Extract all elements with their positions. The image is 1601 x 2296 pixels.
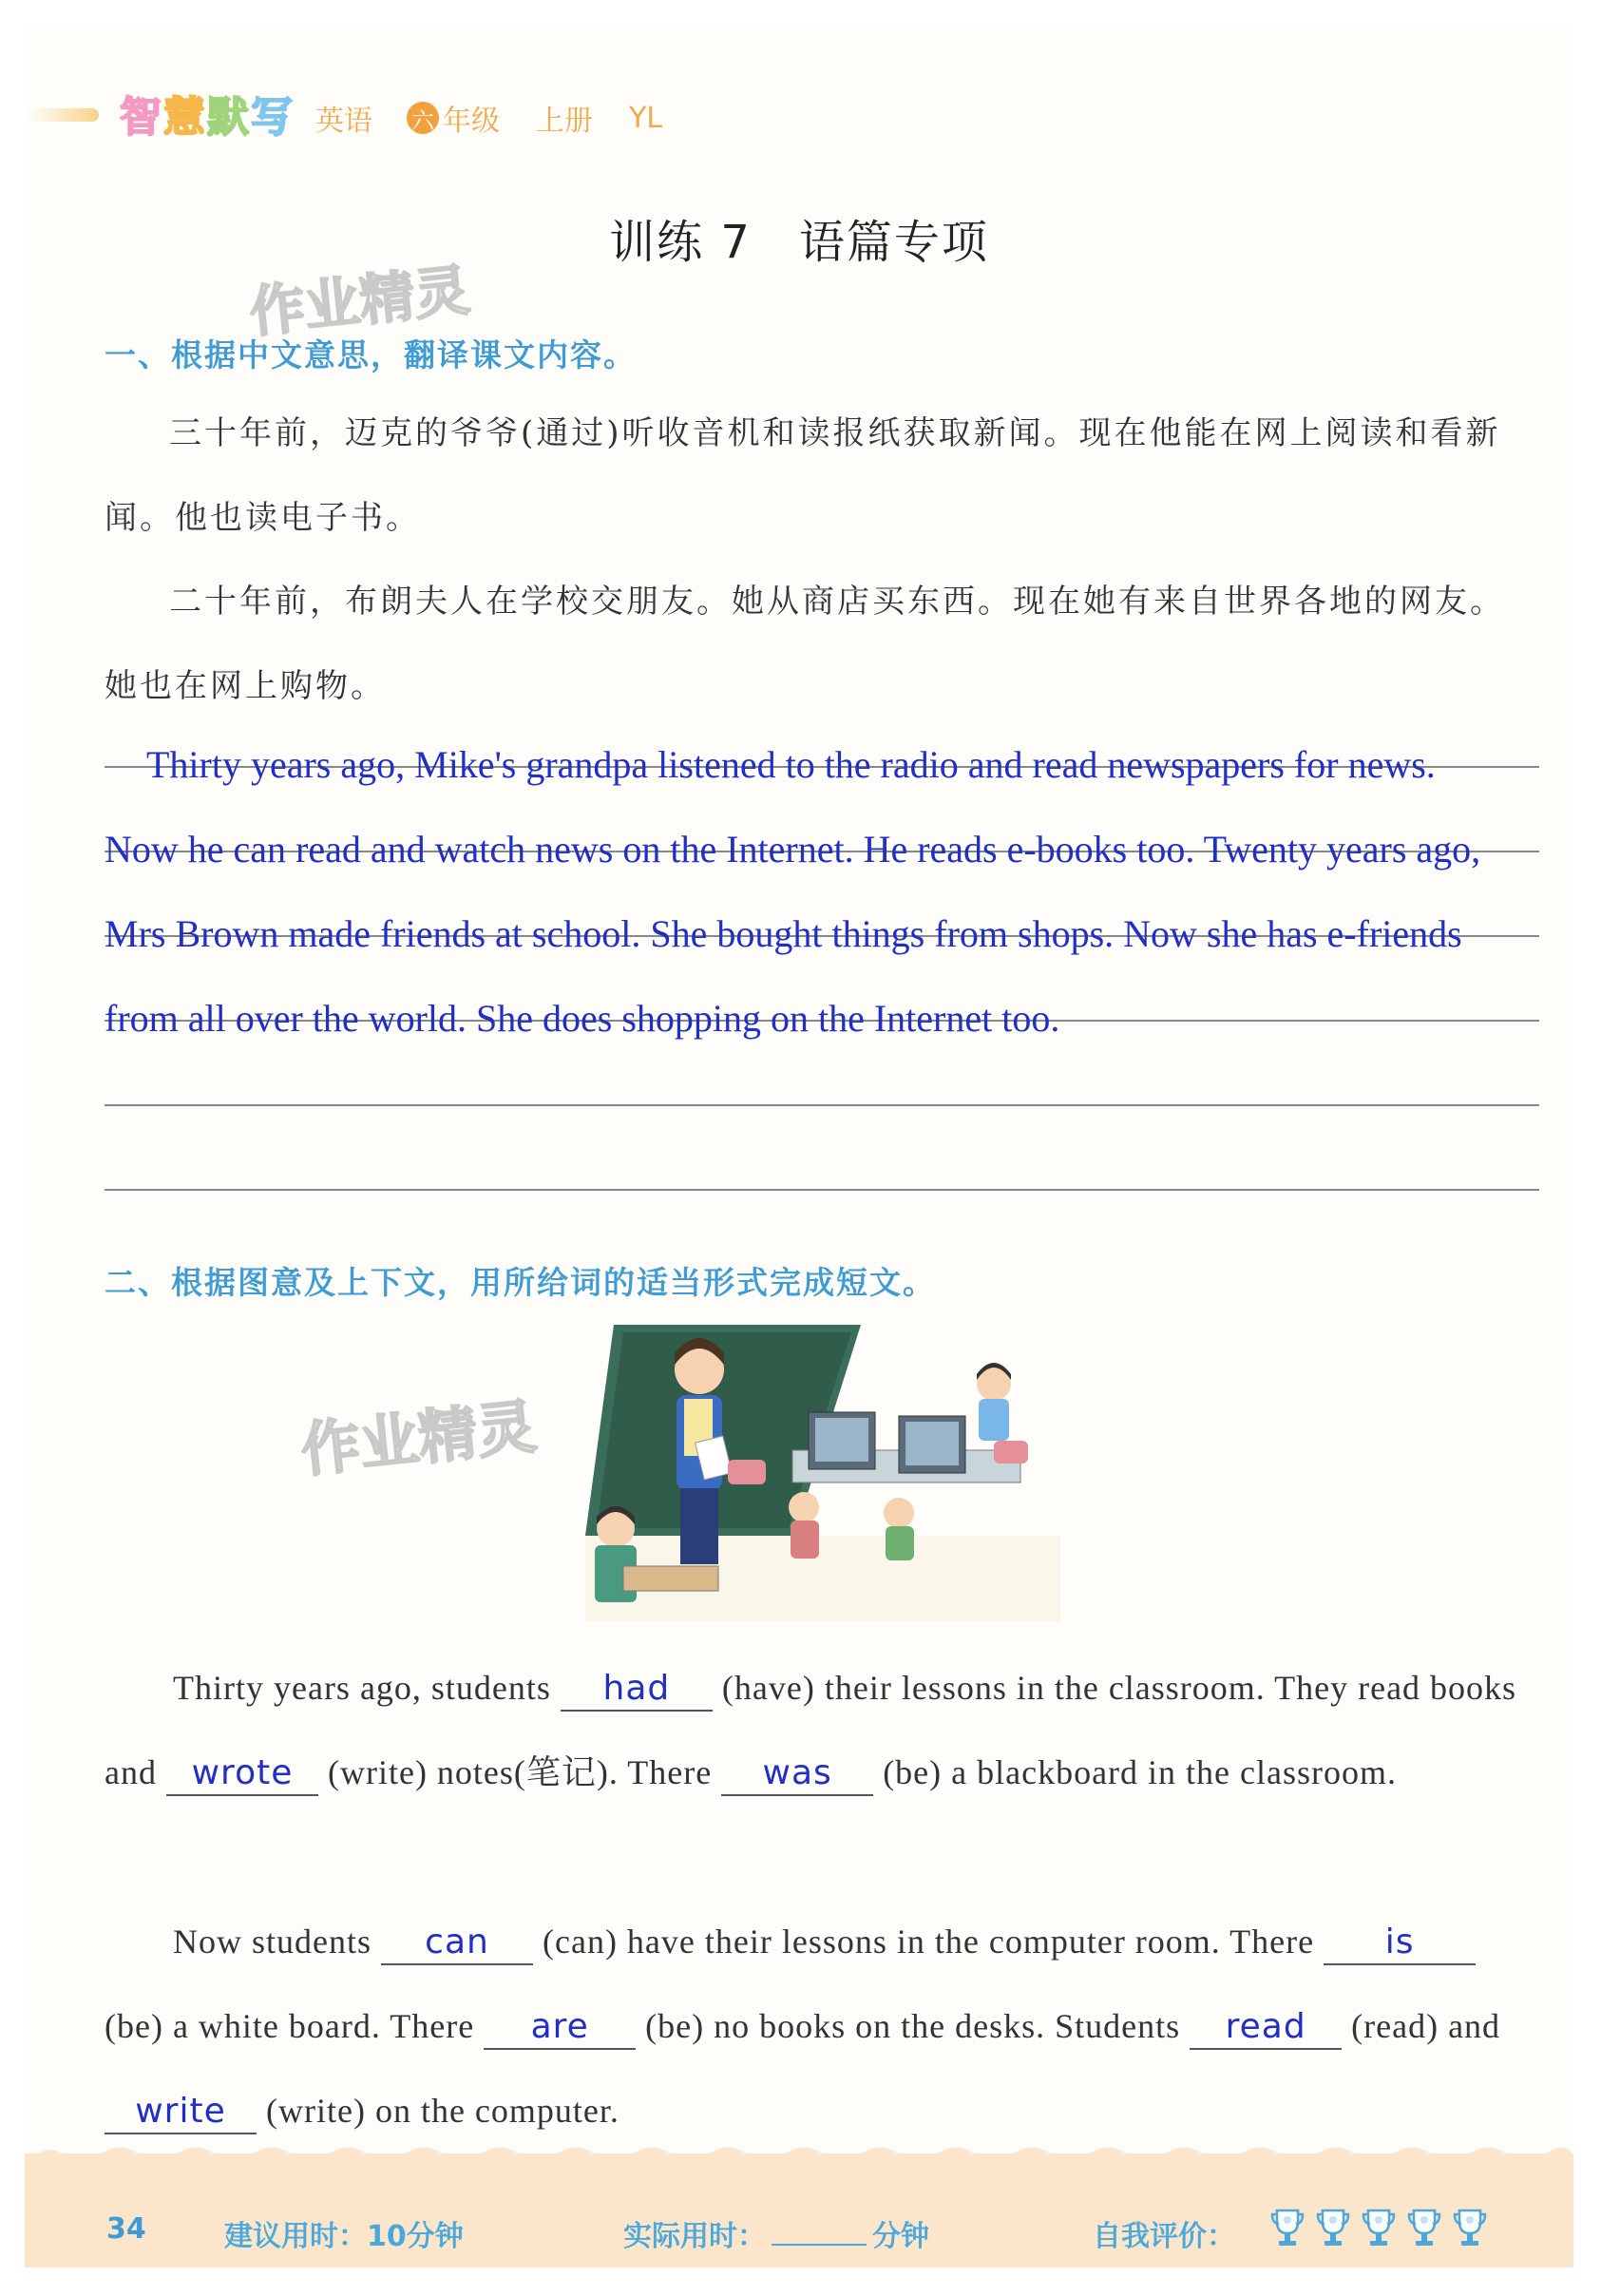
- trophy-icon[interactable]: [1452, 2207, 1488, 2248]
- cloze-paragraph-2: [105, 1900, 1539, 2153]
- cloze-blank[interactable]: [561, 1667, 713, 1712]
- trophy-icon[interactable]: [1315, 2207, 1351, 2248]
- brand-char: 写: [251, 93, 293, 142]
- cloze-text: (be) a white board. There: [105, 2007, 475, 2045]
- cloze-answer: can: [425, 1923, 489, 1961]
- subject-label: 英语: [315, 105, 372, 138]
- cloze-answer: had: [602, 1669, 671, 1708]
- watermark: 作业精灵: [297, 1391, 540, 1485]
- suggested-time: 建议用时：10分钟: [224, 2220, 464, 2253]
- ruled-line: [105, 1189, 1539, 1191]
- computer-room-illustration: [585, 1317, 1060, 1621]
- self-evaluation-label: 自我评价：: [1093, 2220, 1235, 2253]
- cloze-text: (read) and: [1351, 2007, 1501, 2045]
- cloze-blank[interactable]: [721, 1751, 873, 1796]
- answer-line: Now he can read and watch news on the Internet. He reads e-books too. Twenty years ago,: [105, 828, 1481, 871]
- section2-heading: 二、根据图意及上下文，用所给词的适当形式完成短文。: [105, 1264, 936, 1301]
- cloze-text: (be) a blackboard in the classroom.: [883, 1753, 1397, 1791]
- cloze-text: (can) have their lessons in the computer room. There: [543, 1923, 1315, 1961]
- page-number: 34: [106, 2212, 146, 2246]
- grade-badge: 六: [407, 102, 439, 134]
- cloze-blank[interactable]: [166, 1751, 318, 1796]
- cloze-answer: are: [530, 2007, 589, 2046]
- trophy-rating: [1269, 2207, 1488, 2248]
- cloze-answer: is: [1384, 1923, 1415, 1961]
- cloze-blank[interactable]: [1190, 2005, 1342, 2050]
- chinese-text: 三十年前，迈克的爷爷(通过)听收音机和读报纸获取新闻。现在他能在网上阅读和看新闻。他也读电子书。: [105, 414, 1501, 537]
- cloze-text: (be) no books on the desks. Students: [645, 2007, 1181, 2045]
- translation-answer: [105, 722, 1587, 1061]
- answer-line: Mrs Brown made friends at school. She bought things from shops. Now she has e-friends: [105, 912, 1462, 955]
- brand-char: 默: [207, 93, 249, 142]
- grade-label: 年级: [443, 105, 500, 138]
- answer-line: Thirty years ago, Mike's grandpa listened to the radio and read newspapers for news.: [146, 743, 1436, 786]
- trophy-icon[interactable]: [1406, 2207, 1442, 2248]
- brand-char: 智: [120, 93, 162, 142]
- cloze-text: Thirty years ago, students: [173, 1669, 551, 1707]
- cloze-blank[interactable]: [105, 2090, 257, 2134]
- actual-time-unit: 分钟: [872, 2220, 929, 2253]
- section1-heading: 一、根据中文意思，翻译课文内容。: [105, 336, 637, 373]
- cloze-answer: write: [135, 2092, 226, 2131]
- ruled-line: [105, 1104, 1539, 1106]
- term-label: 上册: [536, 105, 593, 138]
- watermark: 作业精灵: [246, 258, 473, 345]
- cloze-blank[interactable]: [484, 2005, 636, 2050]
- answer-line: from all over the world. She does shopping on the Internet too.: [105, 997, 1060, 1040]
- chinese-paragraph: [105, 392, 1539, 561]
- cloze-text: Now students: [173, 1923, 372, 1961]
- page-header: [120, 80, 662, 156]
- chinese-paragraph: [105, 560, 1539, 729]
- brand-logo: [120, 93, 295, 142]
- chinese-text: 二十年前，布朗夫人在学校交朋友。她从商店买东西。现在她有来自世界各地的网友。她也在网上购物。: [105, 583, 1505, 705]
- cloze-text: (write) notes(笔记). There: [327, 1753, 713, 1791]
- cloze-answer: was: [762, 1753, 832, 1792]
- actual-time: [623, 2212, 929, 2254]
- cloze-blank[interactable]: [1324, 1921, 1476, 1965]
- cloze-answer: read: [1225, 2007, 1306, 2046]
- cloze-paragraph-1: [105, 1646, 1539, 1815]
- actual-time-label: 实际用时：: [623, 2220, 766, 2253]
- header-stripe: [25, 108, 99, 122]
- cloze-text: (write) on the computer.: [266, 2092, 619, 2130]
- page-title: 训练 7 语篇专项: [609, 216, 989, 269]
- publisher-label: YL: [629, 101, 663, 135]
- brand-char: 慧: [163, 93, 205, 142]
- actual-time-blank[interactable]: [772, 2244, 867, 2246]
- trophy-icon[interactable]: [1269, 2207, 1306, 2248]
- cloze-answer: wrote: [191, 1753, 294, 1792]
- cloze-text: (have) their lessons in the classroom. They read books and: [105, 1669, 1517, 1791]
- trophy-icon[interactable]: [1361, 2207, 1397, 2248]
- workbook-page: [25, 25, 1573, 2267]
- cloze-blank[interactable]: [381, 1921, 533, 1965]
